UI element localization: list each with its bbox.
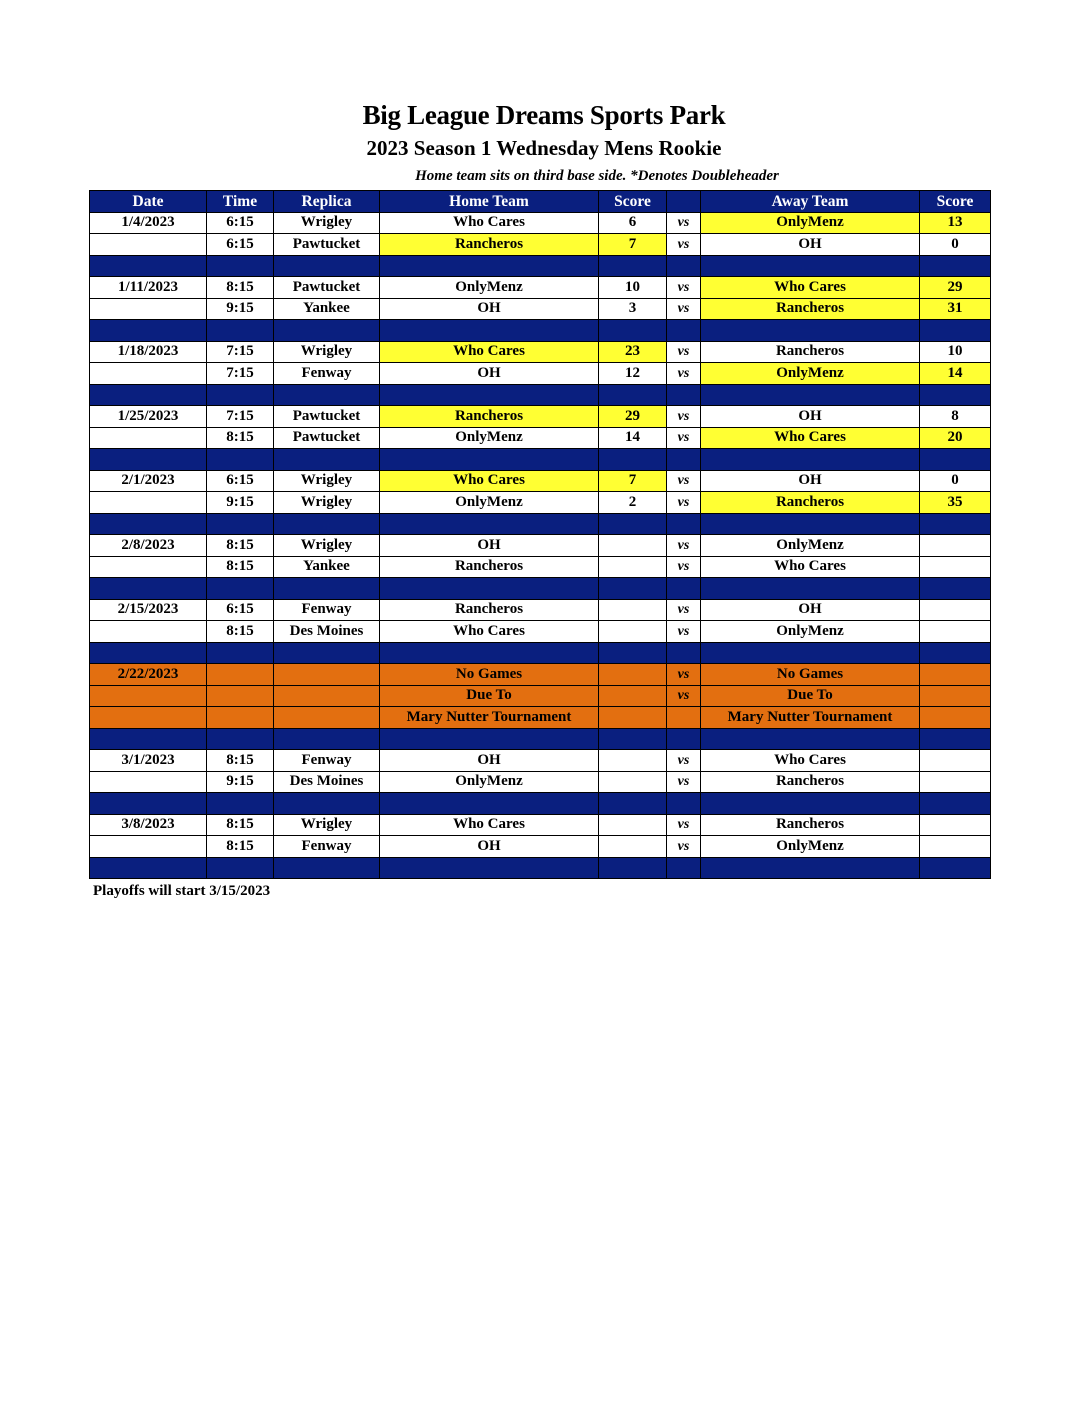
game-date: 1/4/2023	[90, 212, 207, 234]
game-time: 6:15	[207, 470, 274, 492]
away-score: 0	[920, 234, 991, 256]
game-time: 8:15	[207, 621, 274, 643]
separator-cell	[90, 449, 207, 471]
game-row	[90, 599, 991, 621]
separator-cell	[380, 384, 599, 406]
away-team: Rancheros	[701, 341, 920, 363]
field-replica: Des Moines	[274, 621, 380, 643]
game-date: 3/1/2023	[90, 750, 207, 772]
away-team: OnlyMenz	[701, 363, 920, 385]
column-header: Date	[90, 191, 207, 213]
vs-label: vs	[667, 277, 701, 299]
game-date: 2/22/2023	[90, 664, 207, 686]
separator-cell	[701, 513, 920, 535]
home-score: 7	[599, 470, 667, 492]
separator-cell	[599, 449, 667, 471]
home-score	[599, 685, 667, 707]
separator-cell	[274, 384, 380, 406]
separator-cell	[701, 320, 920, 342]
table-header-row	[90, 191, 991, 213]
game-date	[90, 771, 207, 793]
playoffs-note: Playoffs will start 3/15/2023	[93, 883, 271, 899]
separator-cell	[667, 793, 701, 815]
home-score: 6	[599, 212, 667, 234]
home-score: 7	[599, 234, 667, 256]
separator-cell	[667, 578, 701, 600]
vs-label: vs	[667, 750, 701, 772]
separator-cell	[701, 449, 920, 471]
separator-cell	[274, 793, 380, 815]
away-team: Rancheros	[701, 492, 920, 514]
away-team: OnlyMenz	[701, 212, 920, 234]
separator-cell	[667, 320, 701, 342]
field-replica: Wrigley	[274, 492, 380, 514]
away-score	[920, 599, 991, 621]
game-date	[90, 685, 207, 707]
separator-cell	[207, 857, 274, 879]
separator-row	[90, 857, 991, 879]
separator-cell	[599, 513, 667, 535]
separator-cell	[274, 320, 380, 342]
separator-cell	[920, 728, 991, 750]
home-score	[599, 814, 667, 836]
separator-cell	[701, 642, 920, 664]
separator-cell	[207, 513, 274, 535]
separator-cell	[380, 320, 599, 342]
column-header: Score	[599, 191, 667, 213]
game-row	[90, 556, 991, 578]
away-score: 35	[920, 492, 991, 514]
game-date	[90, 707, 207, 729]
away-score: 0	[920, 470, 991, 492]
separator-cell	[274, 449, 380, 471]
column-header: Home Team	[380, 191, 599, 213]
game-time: 8:15	[207, 535, 274, 557]
separator-row	[90, 449, 991, 471]
separator-cell	[667, 384, 701, 406]
separator-cell	[380, 255, 599, 277]
separator-row	[90, 255, 991, 277]
game-row	[90, 836, 991, 858]
home-team: Due To	[380, 685, 599, 707]
field-replica: Wrigley	[274, 212, 380, 234]
separator-cell	[274, 255, 380, 277]
game-time: 9:15	[207, 298, 274, 320]
away-score	[920, 814, 991, 836]
no-games-row	[90, 707, 991, 729]
separator-cell	[380, 793, 599, 815]
away-score	[920, 664, 991, 686]
away-score	[920, 685, 991, 707]
home-score: 12	[599, 363, 667, 385]
away-score: 20	[920, 427, 991, 449]
field-replica: Pawtucket	[274, 277, 380, 299]
away-team: OH	[701, 599, 920, 621]
game-time	[207, 707, 274, 729]
home-score	[599, 836, 667, 858]
vs-label: vs	[667, 470, 701, 492]
home-score: 29	[599, 406, 667, 428]
game-date	[90, 234, 207, 256]
field-replica: Yankee	[274, 556, 380, 578]
vs-label: vs	[667, 771, 701, 793]
separator-cell	[920, 449, 991, 471]
separator-cell	[90, 578, 207, 600]
separator-cell	[207, 578, 274, 600]
vs-label: vs	[667, 599, 701, 621]
separator-cell	[701, 793, 920, 815]
vs-label	[667, 707, 701, 729]
vs-label: vs	[667, 212, 701, 234]
home-score	[599, 750, 667, 772]
vs-label: vs	[667, 836, 701, 858]
game-date: 2/15/2023	[90, 599, 207, 621]
separator-cell	[380, 642, 599, 664]
vs-label: vs	[667, 621, 701, 643]
vs-label: vs	[667, 298, 701, 320]
column-header: Away Team	[701, 191, 920, 213]
column-header: Score	[920, 191, 991, 213]
separator-cell	[380, 578, 599, 600]
away-score	[920, 556, 991, 578]
separator-cell	[667, 449, 701, 471]
game-time: 8:15	[207, 277, 274, 299]
home-team: Who Cares	[380, 621, 599, 643]
vs-label: vs	[667, 556, 701, 578]
home-score: 23	[599, 341, 667, 363]
separator-cell	[701, 728, 920, 750]
field-replica: Yankee	[274, 298, 380, 320]
home-team: Rancheros	[380, 234, 599, 256]
home-team: Who Cares	[380, 814, 599, 836]
separator-cell	[380, 513, 599, 535]
separator-cell	[207, 728, 274, 750]
vs-label: vs	[667, 492, 701, 514]
separator-cell	[207, 255, 274, 277]
home-team: Who Cares	[380, 341, 599, 363]
game-date: 2/1/2023	[90, 470, 207, 492]
game-date	[90, 492, 207, 514]
game-row	[90, 750, 991, 772]
separator-cell	[207, 449, 274, 471]
away-team: No Games	[701, 664, 920, 686]
home-team: Mary Nutter Tournament	[380, 707, 599, 729]
away-team: Rancheros	[701, 814, 920, 836]
separator-cell	[701, 857, 920, 879]
home-team: No Games	[380, 664, 599, 686]
game-row	[90, 470, 991, 492]
game-date	[90, 427, 207, 449]
vs-label: vs	[667, 406, 701, 428]
home-score	[599, 535, 667, 557]
separator-cell	[701, 255, 920, 277]
home-team: OH	[380, 363, 599, 385]
game-date: 1/18/2023	[90, 341, 207, 363]
vs-label: vs	[667, 234, 701, 256]
separator-cell	[90, 255, 207, 277]
field-replica: Pawtucket	[274, 406, 380, 428]
separator-cell	[920, 642, 991, 664]
game-time: 6:15	[207, 212, 274, 234]
separator-row	[90, 728, 991, 750]
home-team: OH	[380, 535, 599, 557]
field-replica: Fenway	[274, 599, 380, 621]
home-team: OH	[380, 836, 599, 858]
field-replica: Pawtucket	[274, 234, 380, 256]
separator-cell	[667, 513, 701, 535]
away-score: 14	[920, 363, 991, 385]
schedule-table	[89, 190, 991, 879]
home-team: OH	[380, 298, 599, 320]
game-date	[90, 836, 207, 858]
separator-cell	[599, 578, 667, 600]
separator-cell	[274, 642, 380, 664]
home-team: OnlyMenz	[380, 771, 599, 793]
separator-cell	[274, 728, 380, 750]
home-team: OnlyMenz	[380, 277, 599, 299]
separator-cell	[920, 857, 991, 879]
separator-cell	[920, 320, 991, 342]
home-score: 2	[599, 492, 667, 514]
home-score	[599, 771, 667, 793]
separator-cell	[667, 255, 701, 277]
away-team: OnlyMenz	[701, 836, 920, 858]
game-time: 7:15	[207, 406, 274, 428]
away-score	[920, 836, 991, 858]
away-team: Who Cares	[701, 750, 920, 772]
away-score: 31	[920, 298, 991, 320]
away-score	[920, 771, 991, 793]
game-row	[90, 363, 991, 385]
separator-cell	[599, 857, 667, 879]
home-team: Rancheros	[380, 599, 599, 621]
separator-cell	[207, 384, 274, 406]
game-date: 3/8/2023	[90, 814, 207, 836]
home-score: 14	[599, 427, 667, 449]
game-time: 6:15	[207, 234, 274, 256]
separator-cell	[599, 728, 667, 750]
column-header: Replica	[274, 191, 380, 213]
vs-label: vs	[667, 814, 701, 836]
vs-label: vs	[667, 341, 701, 363]
away-score: 10	[920, 341, 991, 363]
home-score: 10	[599, 277, 667, 299]
game-time	[207, 685, 274, 707]
separator-cell	[599, 793, 667, 815]
separator-cell	[90, 793, 207, 815]
game-time: 9:15	[207, 492, 274, 514]
game-row	[90, 621, 991, 643]
away-score	[920, 535, 991, 557]
game-row	[90, 212, 991, 234]
separator-cell	[274, 857, 380, 879]
away-team: Mary Nutter Tournament	[701, 707, 920, 729]
away-score: 13	[920, 212, 991, 234]
separator-cell	[380, 857, 599, 879]
away-score: 29	[920, 277, 991, 299]
separator-cell	[207, 793, 274, 815]
away-team: Due To	[701, 685, 920, 707]
home-score	[599, 599, 667, 621]
separator-cell	[599, 642, 667, 664]
game-row	[90, 535, 991, 557]
home-score: 3	[599, 298, 667, 320]
no-games-row	[90, 685, 991, 707]
separator-cell	[667, 642, 701, 664]
game-row	[90, 814, 991, 836]
separator-cell	[920, 384, 991, 406]
vs-label: vs	[667, 664, 701, 686]
field-replica	[274, 685, 380, 707]
game-date: 1/11/2023	[90, 277, 207, 299]
away-team: Who Cares	[701, 556, 920, 578]
home-team: Who Cares	[380, 212, 599, 234]
page-subtitle: 2023 Season 1 Wednesday Mens Rookie	[366, 136, 722, 160]
away-team: OH	[701, 406, 920, 428]
home-score	[599, 707, 667, 729]
home-team: OH	[380, 750, 599, 772]
separator-cell	[90, 857, 207, 879]
home-team: OnlyMenz	[380, 427, 599, 449]
home-score	[599, 664, 667, 686]
game-date: 1/25/2023	[90, 406, 207, 428]
game-row	[90, 427, 991, 449]
game-time: 9:15	[207, 771, 274, 793]
game-row	[90, 771, 991, 793]
separator-cell	[380, 449, 599, 471]
home-score	[599, 621, 667, 643]
separator-cell	[920, 793, 991, 815]
game-time: 7:15	[207, 363, 274, 385]
separator-cell	[380, 728, 599, 750]
game-date	[90, 363, 207, 385]
separator-row	[90, 642, 991, 664]
game-time	[207, 664, 274, 686]
separator-cell	[667, 728, 701, 750]
game-time: 7:15	[207, 341, 274, 363]
separator-cell	[274, 578, 380, 600]
away-score	[920, 707, 991, 729]
no-games-row	[90, 664, 991, 686]
game-time: 8:15	[207, 836, 274, 858]
game-time: 8:15	[207, 556, 274, 578]
game-time: 8:15	[207, 814, 274, 836]
separator-row	[90, 513, 991, 535]
field-replica: Wrigley	[274, 341, 380, 363]
away-team: Rancheros	[701, 771, 920, 793]
field-replica: Wrigley	[274, 470, 380, 492]
separator-row	[90, 320, 991, 342]
separator-cell	[90, 320, 207, 342]
game-row	[90, 492, 991, 514]
field-replica: Wrigley	[274, 535, 380, 557]
game-row	[90, 298, 991, 320]
separator-cell	[90, 384, 207, 406]
schedule-note: Home team sits on third base side. *Denotes Doubleheader	[415, 168, 779, 184]
away-score	[920, 621, 991, 643]
separator-cell	[90, 728, 207, 750]
vs-label: vs	[667, 363, 701, 385]
separator-cell	[667, 857, 701, 879]
game-row	[90, 234, 991, 256]
game-time: 8:15	[207, 427, 274, 449]
home-team: Rancheros	[380, 556, 599, 578]
vs-label: vs	[667, 427, 701, 449]
field-replica: Fenway	[274, 836, 380, 858]
game-row	[90, 341, 991, 363]
separator-row	[90, 384, 991, 406]
home-team: Rancheros	[380, 406, 599, 428]
away-team: OnlyMenz	[701, 621, 920, 643]
vs-label: vs	[667, 685, 701, 707]
away-team: OH	[701, 234, 920, 256]
game-date	[90, 298, 207, 320]
separator-row	[90, 793, 991, 815]
home-team: OnlyMenz	[380, 492, 599, 514]
separator-cell	[207, 642, 274, 664]
game-time: 8:15	[207, 750, 274, 772]
away-team: OH	[701, 470, 920, 492]
game-row	[90, 277, 991, 299]
field-replica: Fenway	[274, 750, 380, 772]
page-title: Big League Dreams Sports Park	[362, 100, 726, 130]
home-team: Who Cares	[380, 470, 599, 492]
separator-cell	[701, 578, 920, 600]
separator-cell	[599, 255, 667, 277]
separator-cell	[599, 320, 667, 342]
away-score	[920, 750, 991, 772]
field-replica: Fenway	[274, 363, 380, 385]
game-time: 6:15	[207, 599, 274, 621]
separator-cell	[90, 642, 207, 664]
column-header	[667, 191, 701, 213]
separator-cell	[599, 384, 667, 406]
game-row	[90, 406, 991, 428]
separator-cell	[207, 320, 274, 342]
separator-cell	[920, 578, 991, 600]
field-replica	[274, 707, 380, 729]
separator-cell	[274, 513, 380, 535]
away-team: Who Cares	[701, 277, 920, 299]
vs-label: vs	[667, 535, 701, 557]
separator-cell	[701, 384, 920, 406]
field-replica: Pawtucket	[274, 427, 380, 449]
separator-cell	[920, 513, 991, 535]
away-team: OnlyMenz	[701, 535, 920, 557]
separator-cell	[90, 513, 207, 535]
game-date	[90, 621, 207, 643]
field-replica: Wrigley	[274, 814, 380, 836]
away-team: Who Cares	[701, 427, 920, 449]
separator-cell	[920, 255, 991, 277]
home-score	[599, 556, 667, 578]
field-replica	[274, 664, 380, 686]
separator-row	[90, 578, 991, 600]
away-team: Rancheros	[701, 298, 920, 320]
column-header: Time	[207, 191, 274, 213]
game-date	[90, 556, 207, 578]
away-score: 8	[920, 406, 991, 428]
game-date: 2/8/2023	[90, 535, 207, 557]
field-replica: Des Moines	[274, 771, 380, 793]
